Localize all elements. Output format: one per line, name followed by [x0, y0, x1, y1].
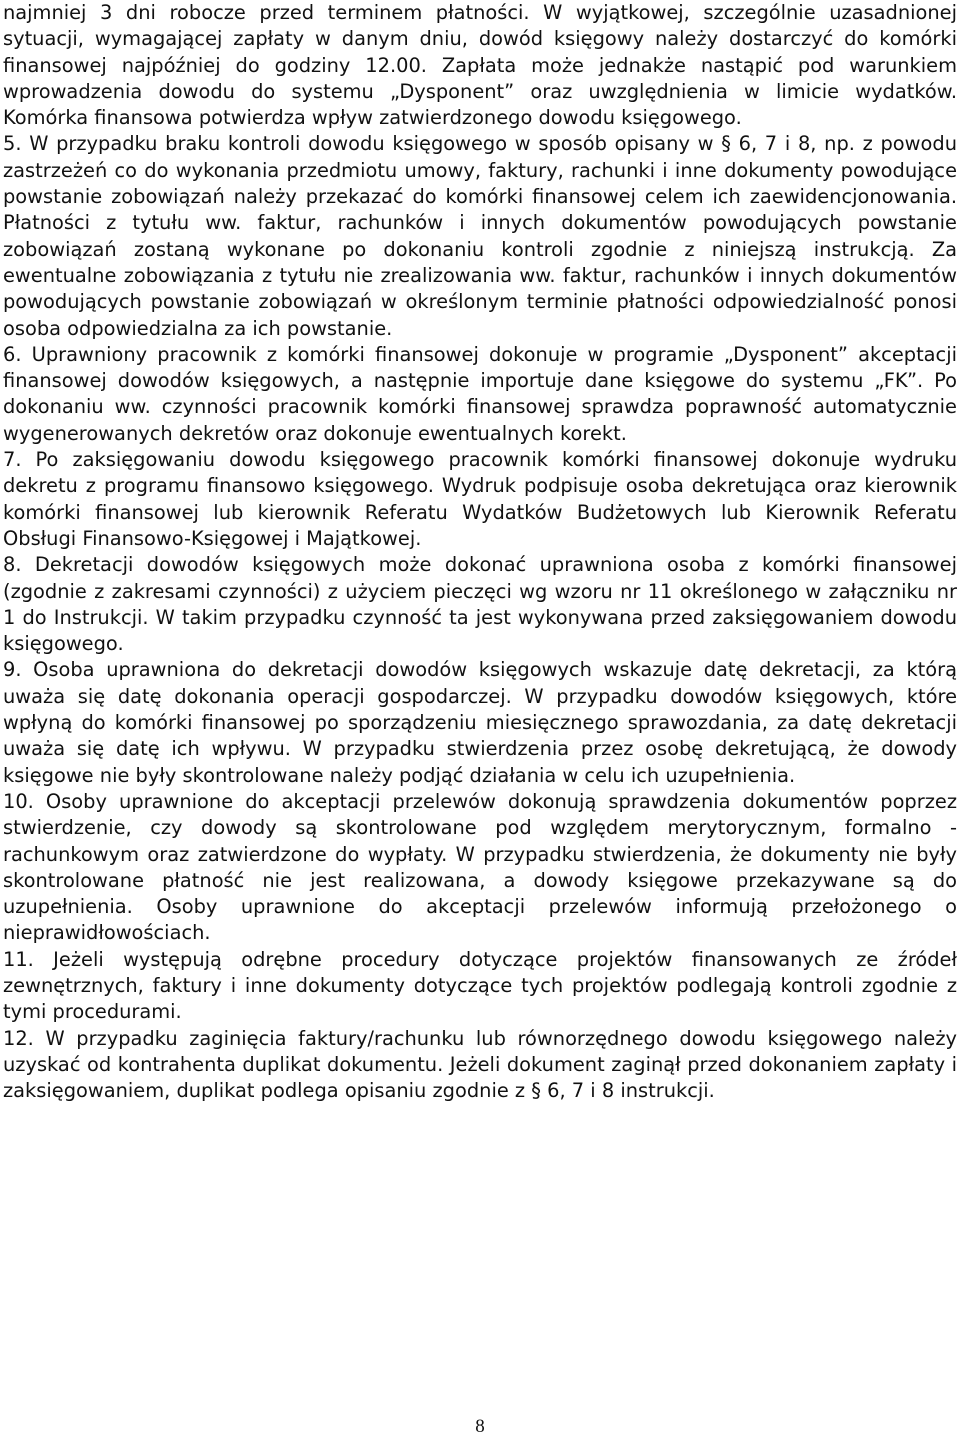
paragraph-9: 9. Osoba uprawniona do dekretacji dowodów księgowych wskazuje datę dekretacji, za którą uważa się datę dokonania operacji gospodarczej. W przypadku dowodów księgowych, które wpłyną do komórki finansowej po sporządzeniu miesięcznego sprawozdania, za datę dekretacji uważa się datę ich wpływu. W przypadku stwierdzenia przez osobę dekretującą, że dowody księgowe nie były skontrolowane należy podjąć działania w celu ich uzupełnienia. — [3, 658, 957, 787]
document-body — [3, 0, 957, 1104]
paragraph-5: 5. W przypadku braku kontroli dowodu księgowego w sposób opisany w § 6, 7 i 8, np. z powodu zastrzeżeń co do wykonania przedmiotu umowy, faktury, rachunki i inne dokumenty powodujące powstanie zobowiązań należy przekazać do komórki finansowej celem ich zaewidencjonowania. Płatności z tytułu ww. faktur, rachunków i innych dokumentów powodujących powstanie zobowiązań zostaną wykonane po dokonaniu kontroli zgodnie z niniejszą instrukcją. Za ewentualne zobowiązania z tytułu nie zrealizowania ww. faktur, rachunków i innych dokumentów powodujących powstanie zobowiązań w określonym terminie płatności odpowiedzialność ponosi osoba odpowiedzialna za ich powstanie. — [3, 132, 957, 340]
paragraph-8: 8. Dekretacji dowodów księgowych może dokonać uprawniona osoba z komórki finansowej (zgodnie z zakresami czynności) z użyciem pieczęci wg wzoru nr 11 określonego w załączniku nr 1 do Instrukcji. W takim przypadku czynność ta jest wykonywana przed zaksięgowaniem dowodu księgowego. — [3, 553, 957, 656]
paragraph-11: 11. Jeżeli występują odrębne procedury dotyczące projektów finansowanych ze źródeł zewnętrznych, faktury i inne dokumenty dotyczące tych projektów podlegają kontroli zgodnie z tymi procedurami. — [3, 947, 957, 1024]
paragraph-continuation: najmniej 3 dni robocze przed terminem płatności. W wyjątkowej, szczególnie uzasadnionej sytuacji, wymagającej zapłaty w danym dniu, dowód księgowy należy dostarczyć do komórki finansowej najpóźniej do godziny 12.00. Zapłata może jednakże nastąpić pod warunkiem wprowadzenia dowodu do systemu „Dysponent” oraz uwzględnienia w limicie wydatków. Komórka finansowa potwierdza wpływ zatwierdzonego dowodu księgowego. — [3, 1, 957, 130]
page-number: 8 — [475, 1416, 485, 1437]
paragraph-7: 7. Po zaksięgowaniu dowodu księgowego pracownik komórki finansowej dokonuje wydruku dekretu z programu finansowo księgowego. Wydruk podpisuje osoba dekretująca oraz kierownik komórki finansowej lub kierownik Referatu Wydatków Budżetowych lub Kierownik Referatu Obsługi Finansowo-Księgowej i Majątkowej. — [3, 448, 957, 550]
paragraph-12: 12. W przypadku zaginięcia faktury/rachunku lub równorzędnego dowodu księgowego należy uzyskać od kontrahenta duplikat dokumentu. Jeżeli dokument zaginął przed dokonaniem zapłaty i zaksięgowaniem, duplikat podlega opisaniu zgodnie z § 6, 7 i 8 instrukcji. — [3, 1026, 957, 1103]
paragraph-6: 6. Uprawniony pracownik z komórki finansowej dokonuje w programie „Dysponent” akceptacji finansowej dowodów księgowych, a następnie importuje dane księgowe do systemu „FK”. Po dokonaniu ww. czynności pracownik komórki finansowej sprawdza poprawność automatycznie wygenerowanych dekretów oraz dokonuje ewentualnych korekt. — [3, 342, 957, 445]
paragraph-10: 10. Osoby uprawnione do akceptacji przelewów dokonują sprawdzenia dokumentów poprzez stwierdzenie, czy dowody są skontrolowane pod względem merytorycznym, formalno - rachunkowym oraz zatwierdzone do wypłaty. W przypadku stwierdzenia, że dokumenty nie były skontrolowane płatność nie jest realizowana, a dowody księgowe przekazywane są do uzupełnienia. Osoby uprawnione do akceptacji przelewów informują przełożonego o nieprawidłowościach. — [3, 789, 957, 945]
